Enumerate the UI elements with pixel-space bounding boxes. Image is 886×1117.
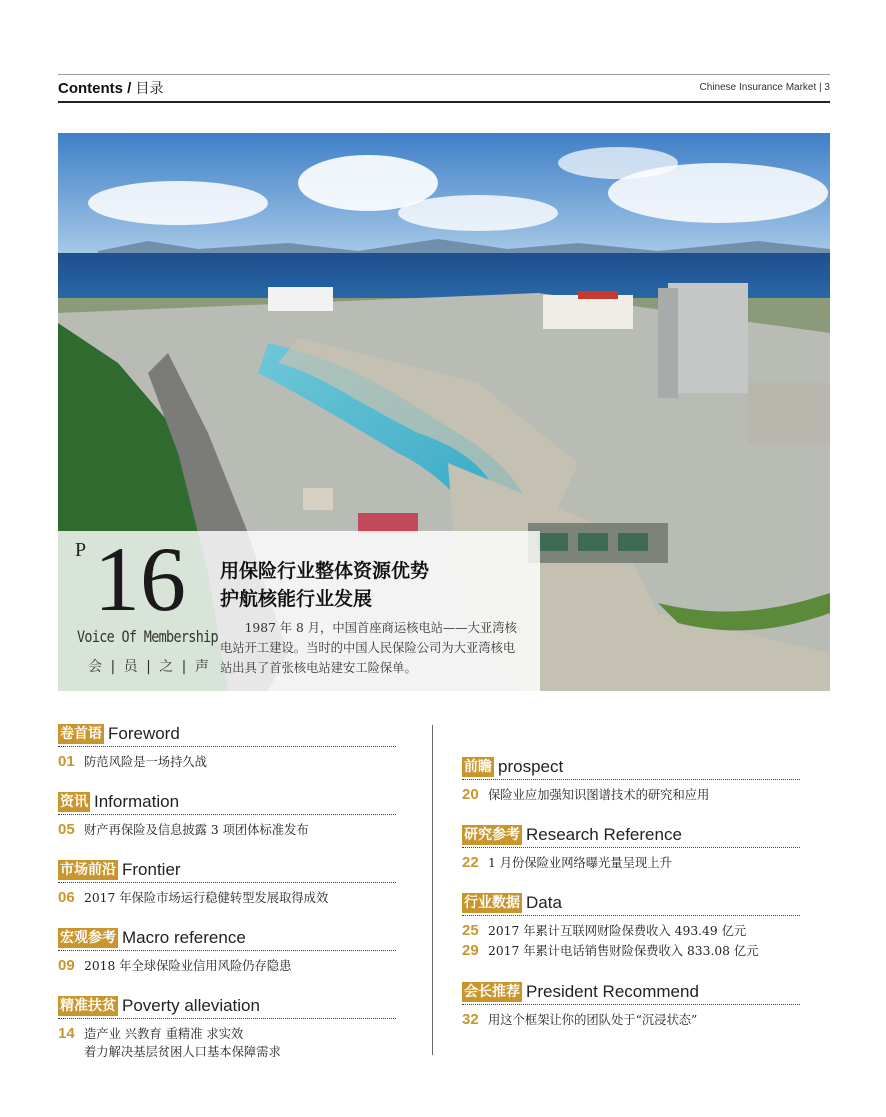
- toc-entry[interactable]: [462, 1011, 800, 1029]
- section-tag: 市场前沿: [60, 862, 116, 878]
- section-title-en: Information: [94, 792, 180, 811]
- section-header: [462, 757, 800, 780]
- section-title-en: Research Reference: [526, 825, 682, 844]
- entry-title: 财产再保险及信息披露 3 项团体标准发布: [84, 823, 309, 837]
- toc-entry[interactable]: [462, 854, 800, 872]
- section-header: [58, 928, 396, 951]
- toc-entry[interactable]: [58, 1025, 396, 1061]
- section-title-en: Frontier: [122, 860, 181, 879]
- feature-page-number: 16: [94, 528, 186, 630]
- header-title-en: Contents: [58, 80, 123, 97]
- entry-page-number: 32: [462, 1011, 479, 1028]
- entry-page-number: 14: [58, 1025, 75, 1042]
- section-data: [462, 893, 800, 960]
- section-poverty-alleviation: [58, 996, 396, 1061]
- toc-entry[interactable]: [462, 786, 800, 804]
- section-title-en: Poverty alleviation: [122, 996, 260, 1015]
- section-foreword: [58, 724, 396, 771]
- section-president-recommend: [462, 982, 800, 1029]
- column-divider: [432, 725, 433, 1055]
- entry-title: 2017 年累计互联网财险保费收入 493.49 亿元: [488, 924, 747, 938]
- section-title-en: President Recommend: [526, 982, 699, 1001]
- toc-entry[interactable]: [58, 821, 396, 839]
- entry-title-line1: 造产业 兴教育 重精准 求实效: [84, 1027, 244, 1041]
- section-tag: 精准扶贫: [60, 998, 116, 1014]
- page-header: [58, 74, 830, 103]
- entry-page-number: 01: [58, 753, 75, 770]
- section-tag: 前瞻: [464, 759, 492, 775]
- entry-title: 用这个框架让你的团队处于“沉浸状态”: [488, 1013, 698, 1027]
- feature-description: 1987 年 8 月，中国首座商运核电站——大亚湾核电站开工建设。当时的中国人民保险公司为大亚湾核电站出具了首张核电站建安工险保单。: [220, 621, 517, 675]
- feature-column-zh: 会 | 员 | 之 | 声: [88, 659, 211, 675]
- section-information: [58, 792, 396, 839]
- section-tag: 会长推荐: [464, 984, 520, 1000]
- section-tag: 行业数据: [464, 895, 520, 911]
- toc-entry[interactable]: [58, 753, 396, 771]
- feature-column-en: Voice Of Membership: [77, 627, 218, 646]
- entry-page-number: 05: [58, 821, 75, 838]
- header-title: [58, 78, 164, 98]
- entry-page-number: 20: [462, 786, 479, 803]
- entry-title: [84, 1025, 281, 1061]
- section-macro-reference: [58, 928, 396, 975]
- entry-title: 保险业应加强知识图谱技术的研究和应用: [488, 788, 710, 802]
- entry-title: 2018 年全球保险业信用风险仍存隐患: [84, 959, 292, 973]
- section-header: [58, 860, 396, 883]
- feature-title-line2: 护航核能行业发展: [220, 588, 373, 610]
- section-header: [462, 825, 800, 848]
- entry-page-number: 25: [462, 922, 479, 939]
- header-title-zh: 目录: [135, 81, 164, 97]
- toc-entry[interactable]: [58, 889, 396, 907]
- feature-article[interactable]: [58, 528, 540, 691]
- toc-entry[interactable]: [462, 942, 800, 960]
- feature-page-prefix: P: [75, 539, 87, 561]
- section-header: [462, 982, 800, 1005]
- section-frontier: [58, 860, 396, 907]
- section-title-en: Data: [526, 893, 562, 912]
- toc-entry[interactable]: [58, 957, 396, 975]
- section-tag: 研究参考: [464, 827, 520, 843]
- section-research-reference: [462, 825, 800, 872]
- entry-title: 1 月份保险业网络曝光量呈现上升: [488, 856, 672, 870]
- section-title-en: Foreword: [108, 724, 180, 743]
- entry-page-number: 22: [462, 854, 479, 871]
- section-header: [58, 724, 396, 747]
- feature-title: [220, 557, 429, 613]
- section-header: [462, 893, 800, 916]
- feature-title-line1: 用保险行业整体资源优势: [220, 560, 430, 582]
- section-tag: 卷首语: [60, 726, 102, 742]
- section-header: [58, 996, 396, 1019]
- magazine-name: Chinese Insurance Market | 3: [699, 82, 830, 93]
- entry-page-number: 09: [58, 957, 75, 974]
- header-title-sep: /: [123, 80, 136, 97]
- entry-title: 2017 年累计电话销售财险保费收入 833.08 亿元: [488, 944, 759, 958]
- entry-title: 2017 年保险市场运行稳健转型发展取得成效: [84, 891, 329, 905]
- section-prospect: [462, 757, 800, 804]
- toc-entry[interactable]: [462, 922, 800, 940]
- entry-title: 防范风险是一场持久战: [84, 755, 207, 769]
- section-title-en: Macro reference: [122, 928, 246, 947]
- entry-page-number: 06: [58, 889, 75, 906]
- section-title-en: prospect: [498, 757, 564, 776]
- section-tag: 资讯: [60, 794, 88, 810]
- section-tag: 宏观参考: [60, 930, 116, 946]
- section-header: [58, 792, 396, 815]
- entry-page-number: 29: [462, 942, 479, 959]
- entry-title-line2: 着力解决基层贫困人口基本保障需求: [84, 1045, 281, 1059]
